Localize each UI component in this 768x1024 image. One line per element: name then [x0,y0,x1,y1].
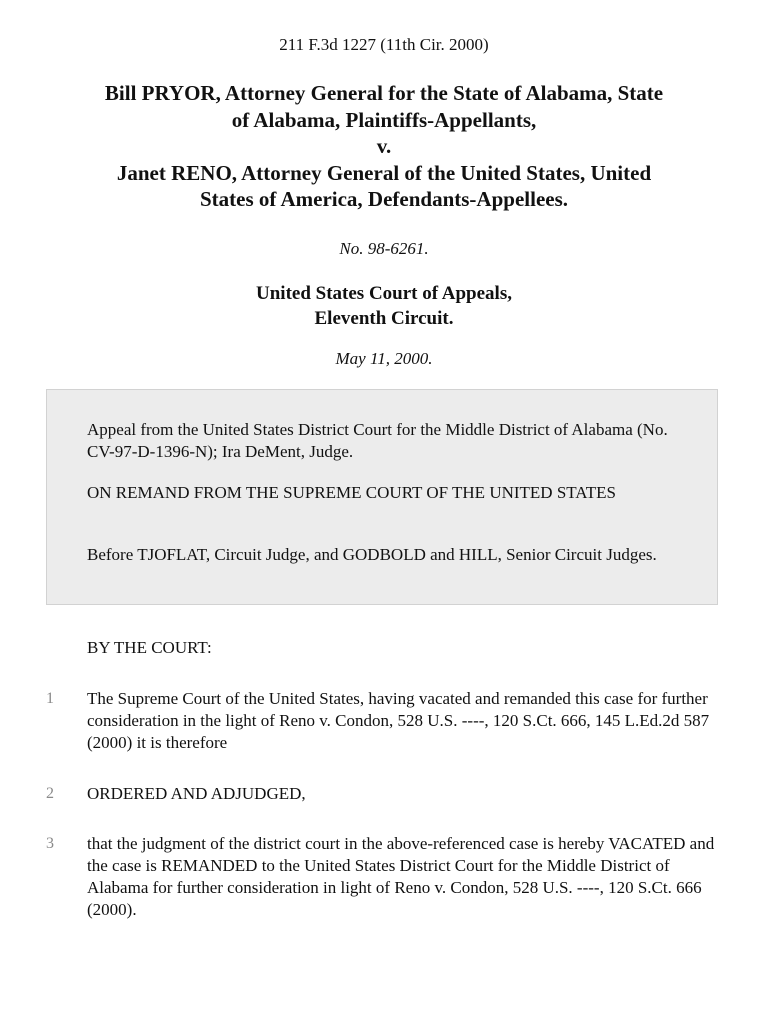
docket-number: No. 98-6261. [339,239,429,258]
paragraph-text: that the judgment of the district court in the above-referenced case is hereby VACATED and the case is REMANDED to the United States District Court for the Middle District of Alabama for further consideration in light of Reno v. Condon, 528 U.S. ----, 120 S.Ct. 666 (2000). [87,834,715,919]
paragraph-number: 1 [46,690,54,707]
paragraph-text: The Supreme Court of the United States, having vacated and remanded this case for further consideration in the light of Reno v. Condon, 528 U.S. ----, 120 S.Ct. 666, 145 L.Ed.2d 587 (2000) it is therefore [87,689,710,752]
remand-notice: ON REMAND FROM THE SUPREME COURT OF THE UNITED STATES [87,483,616,502]
paragraph-number: 2 [46,785,54,802]
appeal-info: Appeal from the United States District Court for the Middle District of Alabama (No. CV-97-D-1396-N); Ira DeMent, Judge. [87,420,668,461]
caption-line-plaintiff-1: Bill PRYOR, Attorney General for the State of Alabama, State [104,81,664,105]
case-summary-box [46,389,718,605]
panel-judges: Before TJOFLAT, Circuit Judge, and GODBOLD and HILL, Senior Circuit Judges. [87,545,657,564]
paragraph-text: ORDERED AND ADJUDGED, [87,784,306,803]
court-name-line-2: Eleventh Circuit. [314,308,454,329]
case-caption [40,80,728,213]
court-name [0,281,768,331]
court-name-line-1: United States Court of Appeals, [256,283,512,304]
caption-line-plaintiff-2: of Alabama, Plaintiffs-Appellants, [231,107,537,132]
caption-line-defendant-2: States of America, Defendants-Appellees. [199,187,569,211]
caption-line-defendant-1: Janet RENO, Attorney General of the United States, United [116,160,652,185]
by-the-court-heading: BY THE COURT: [87,638,212,657]
paragraph-number: 3 [46,835,54,852]
case-citation: 211 F.3d 1227 (11th Cir. 2000) [279,35,489,54]
caption-versus: v. [376,134,392,158]
decision-date: May 11, 2000. [335,349,433,368]
